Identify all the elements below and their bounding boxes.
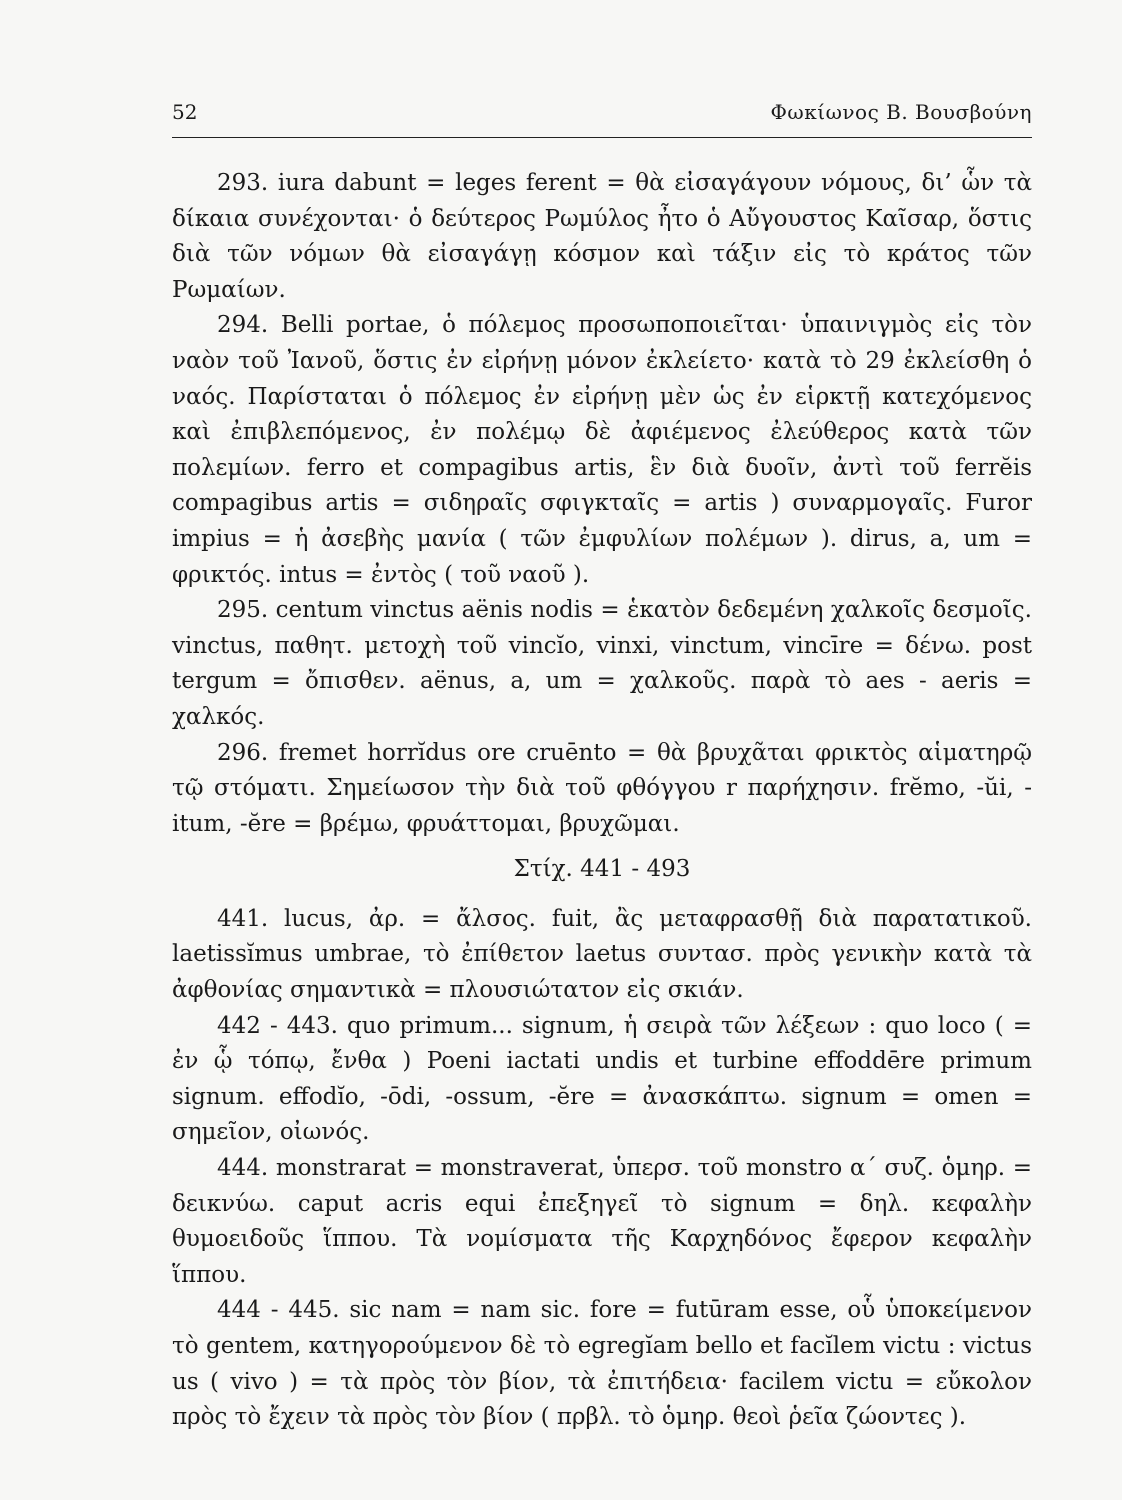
paragraph-441: 441. lucus, ἀρ. = ἄλσος. fuit, ἂς μεταφρασθῇ διὰ παρατατικοῦ. laetissĭmus umbrae, τὸ ἐπίθετον laetus συντασ. πρὸς γενικὴν κατὰ τὰ ἀφθονίας σημαντικὰ = πλουσιώτατον εἰς σκιάν. — [172, 905, 1032, 1004]
paragraph-444-445: 444 - 445. sic nam = nam sic. fore = futūram esse, οὗ ὑποκείμενον τὸ gentem, κατηγορούμενον δὲ τὸ egregĭam bello et facĭlem victu : victus us ( vivo ) = τὰ πρὸς τὸν βίον, τὰ ἐπιτήδεια· facilem victu = εὔκολον πρὸς τὸ ἔχειν τὰ πρὸς τὸν βίον ( πρβλ. τὸ ὁμηρ. θεοὶ ῥεῖα ζώοντες ). — [172, 1297, 1032, 1431]
paragraph-293: 293. iura dabunt = leges ferent = θὰ εἰσαγάγουν νόμους, δι’ ὧν τὰ δίκαια συνέχονται· ὁ δεύτερος Ρωμύλος ἦτο ὁ Αὔγουστος Καῖσαρ, ὅστις διὰ τῶν νόμων θὰ εἰσαγάγῃ κόσμον καὶ τάξιν εἰς τὸ κράτος τῶν Ρωμαίων. — [172, 170, 1032, 303]
paragraph-442-443: 442 - 443. quo primum... signum, ἡ σειρὰ τῶν λέξεων : quo loco ( = ἐν ᾧ τόπῳ, ἔνθα ) Poeni iactati undis et turbine effoddēre primum signum. effodĭo, -ōdi, -ossum, -ĕre = ἀνασκάπτω. signum = omen = σημεῖον, οἰωνός. — [172, 1012, 1032, 1146]
running-head: Φωκίωνος Β. Βουσβούνη — [770, 100, 1032, 124]
paragraph-294: 294. Belli portae, ὁ πόλεμος προσωποποιεῖται· ὑπαινιγμὸς εἰς τὸν ναὸν τοῦ Ἰανοῦ, ὅστις ἐν εἰρήνῃ μόνον ἐκλείετο· κατὰ τὸ 29 ἐκλείσθη ὁ ναός. Παρίσταται ὁ πόλεμος ἐν εἰρήνῃ μὲν ὡς ἐν εἱρκτῇ κατεχόμενος καὶ ἐπιβλεπόμενος, ἐν πολέμῳ δὲ ἀφιέμενος ἐλεύθερος κατὰ τῶν πολεμίων. ferro et compagibus artis, ἓν διὰ δυοῖν, ἀντὶ τοῦ ferrĕis compagibus artis = σιδηραῖς σφιγκταῖς = artis ) συναρμογαῖς. Furor impius = ἡ ἀσεβὴς μανία ( τῶν ἐμφυλίων πολέμων ). dirus, a, um = φρικτός. intus = ἐντὸς ( τοῦ ναοῦ ). — [172, 312, 1032, 588]
paragraph-444: 444. monstrarat = monstraverat, ὑπερσ. τοῦ monstro α΄ συζ. ὁμηρ. = δεικνύω. caput acris equi ἐπεξηγεῖ τὸ signum = δηλ. κεφαλὴν θυμοειδοῦς ἵππου. Τὰ νομίσματα τῆς Καρχηδόνος ἔφερον κεφαλὴν ἵππου. — [172, 1155, 1032, 1288]
page-body — [172, 166, 1032, 1436]
section-title: Στίχ. 441 - 493 — [513, 856, 691, 883]
header-rule — [172, 137, 1032, 138]
page-number: 52 — [172, 100, 198, 124]
page-header — [172, 100, 1032, 136]
paragraph-295: 295. centum vinctus aënis nodis = ἑκατὸν δεδεμένη χαλκοῖς δεσμοῖς. vinctus, παθητ. μετοχὴ τοῦ vincĭo, vinxi, vinctum, vincīre = δένω. post tergum = ὄπισθεν. aënus, a, um = χαλκοῦς. παρὰ τὸ aes - aeris = χαλκός. — [172, 597, 1032, 730]
paragraph-296: 296. fremet horrĭdus ore cruēnto = θὰ βρυχᾶται φρικτὸς αἱματηρῷ τῷ στόματι. Σημείωσον τὴν διὰ τοῦ φθόγγου r παρήχησιν. frĕmo, -ŭi, -itum, -ĕre = βρέμω, φρυάττομαι, βρυχῶμαι. — [172, 739, 1032, 837]
